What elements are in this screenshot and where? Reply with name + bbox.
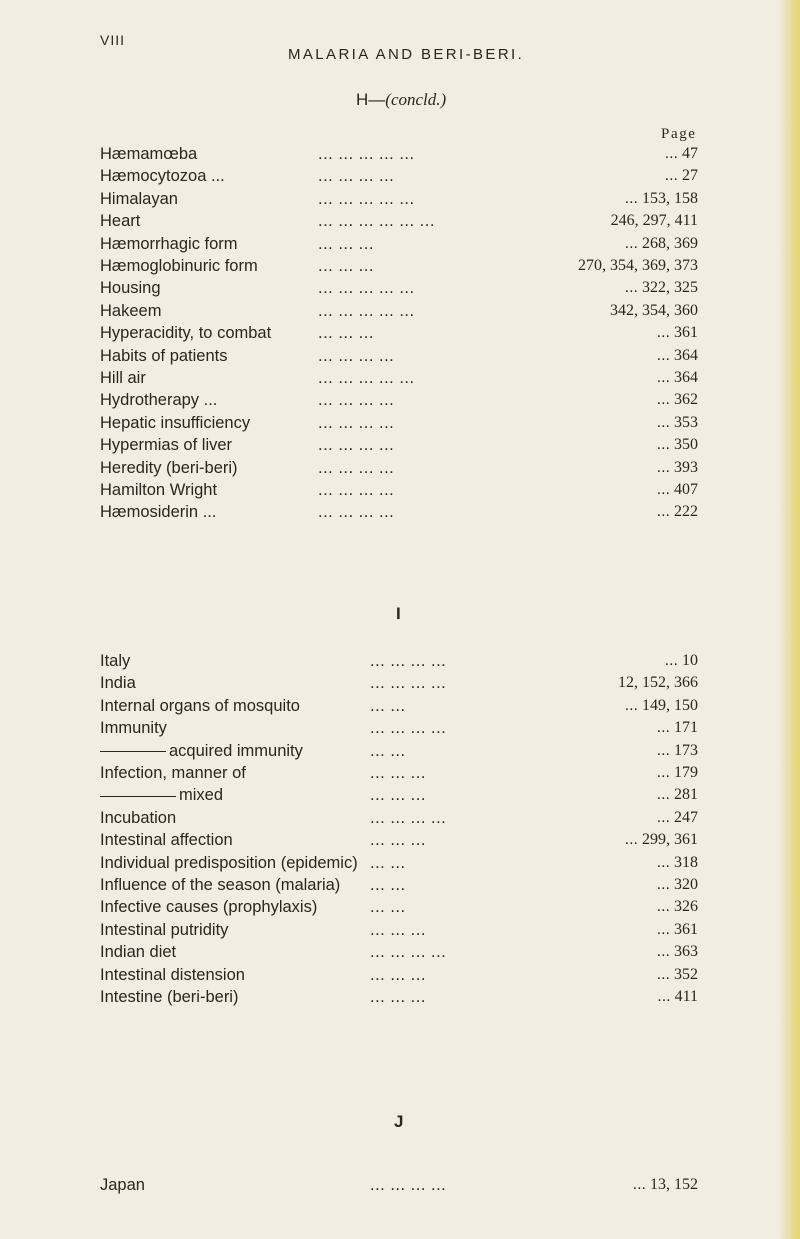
ditto-dash [100, 751, 166, 752]
section-letter: H [356, 90, 369, 109]
dot-leaders: ... ... ... [318, 324, 374, 343]
index-entry [100, 503, 698, 525]
page-refs [633, 1176, 698, 1194]
index-term [100, 1176, 145, 1195]
page-refs [657, 391, 698, 409]
page-leader: ... [656, 503, 670, 521]
index-term [100, 966, 245, 985]
index-term [100, 764, 246, 783]
index-term [100, 742, 303, 761]
page-leader: ... [656, 346, 670, 364]
page-refs [657, 898, 698, 916]
page-refs [657, 369, 698, 387]
dot-leaders: ... ... ... ... ... [318, 301, 415, 320]
index-entry [100, 212, 698, 234]
index-entry [100, 742, 698, 764]
dot-leaders: ... ... ... ... ... ... [318, 212, 435, 231]
page-numbers: 47 [682, 145, 698, 162]
page-refs [657, 786, 698, 804]
dot-leaders: ... ... ... ... [318, 346, 395, 365]
page-numbers: 281 [674, 786, 698, 804]
page-numbers: 352 [674, 965, 698, 983]
index-term-text: Hill air [100, 369, 146, 387]
page-leader: ... [656, 808, 670, 826]
index-term [100, 414, 250, 433]
index-term [100, 898, 317, 917]
index-entry [100, 764, 698, 786]
index-entry [100, 145, 698, 167]
page-refs [611, 212, 698, 230]
dot-leaders: ... ... ... ... ... [318, 279, 415, 298]
page-refs [657, 324, 698, 342]
dot-leaders: ... ... [370, 741, 406, 760]
index-entry [100, 988, 698, 1010]
page-numbers: 13, 152 [650, 1176, 698, 1193]
page-numbers: 407 [674, 481, 698, 498]
dot-leaders: ... ... ... [370, 831, 426, 850]
index-term-text: Habits of patients [100, 346, 228, 365]
dot-leaders: ... ... ... [370, 965, 426, 984]
page-leader: ... [656, 391, 670, 409]
index-term-text: acquired immunity [169, 741, 303, 760]
index-term [100, 481, 217, 500]
page-refs [665, 145, 698, 163]
index-entry [100, 235, 698, 257]
dot-leaders: ... ... ... [370, 920, 426, 939]
index-term [100, 302, 161, 321]
index-term-text: mixed [179, 786, 224, 805]
index-term [100, 674, 136, 693]
dot-leaders: ... ... ... ... [318, 503, 395, 522]
index-term-text: Hamilton Wright [100, 481, 218, 499]
dot-leaders: ... ... ... ... [318, 436, 395, 455]
page-leader: ... [656, 719, 670, 737]
index-entry [100, 436, 698, 458]
index-term-text: Intestine (beri-beri) [100, 988, 239, 1006]
index-term-text: Hæmamœba [100, 145, 198, 163]
index-term [100, 279, 161, 298]
index-entry [100, 279, 698, 301]
page-refs [657, 966, 698, 984]
ditto-dash [100, 796, 176, 797]
page-numbers: 149, 150 [642, 696, 698, 714]
dot-leaders: ... ... ... ... [318, 391, 395, 410]
page-leader: ... [656, 481, 670, 498]
page-leader: ... [664, 167, 678, 185]
page-numbers: 361 [674, 920, 698, 938]
page-refs [657, 876, 698, 894]
page-leader: ... [664, 652, 678, 669]
page-refs [665, 652, 698, 670]
page-refs [618, 674, 698, 692]
page-leader: ... [624, 279, 638, 297]
index-term-text: Heredity (beri-beri) [100, 458, 238, 477]
page-leader: ... [657, 988, 671, 1005]
index-entry [100, 481, 698, 503]
page-refs [657, 988, 698, 1006]
page-leader: ... [656, 876, 670, 893]
dot-leaders: ... ... ... [370, 764, 426, 782]
index-term-text: Japan [100, 1176, 145, 1194]
index-entry [100, 719, 698, 741]
page-leader: ... [656, 965, 670, 983]
index-term-text: Italy [100, 652, 131, 670]
dot-leaders: ... ... [370, 853, 406, 872]
page-refs [610, 302, 698, 320]
index-entry [100, 257, 698, 279]
page-refs [657, 503, 698, 521]
page-numbers: 322, 325 [642, 279, 698, 297]
index-term [100, 190, 178, 209]
page-numbers: 27 [682, 167, 698, 185]
page-numbers: 270, 354, 369, 373 [578, 257, 698, 274]
index-term [100, 391, 217, 410]
page-numbers: 350 [674, 436, 698, 454]
page-numbers: 364 [674, 346, 698, 364]
page-leader: ... [656, 324, 670, 342]
index-entry [100, 190, 698, 212]
page-numbers: 320 [674, 876, 698, 893]
index-entry [100, 302, 698, 324]
page-numbers: 222 [674, 503, 698, 521]
section-note: (concld.) [385, 90, 447, 109]
page-numbers: 411 [674, 988, 698, 1005]
index-term [100, 212, 140, 231]
index-entry [100, 459, 698, 481]
page-numbers: 363 [674, 943, 698, 961]
page-column-label: Page [661, 126, 697, 142]
dot-leaders: ... ... [370, 696, 406, 715]
index-term-text: Hyperacidity, to combat [100, 324, 272, 343]
page-refs [657, 921, 698, 939]
index-term [100, 652, 130, 671]
page-refs [657, 436, 698, 454]
index-term-text: Individual predisposition (epidemic) [100, 853, 358, 872]
index-term [100, 436, 232, 455]
index-term-text: Indian diet [100, 943, 177, 962]
index-term [100, 145, 197, 164]
page-refs [578, 257, 698, 275]
index-entry [100, 674, 698, 696]
page-refs [657, 347, 698, 365]
index-entry [100, 786, 698, 808]
dot-leaders: ... ... ... [370, 786, 426, 805]
index-term-text: Hakeem [100, 301, 162, 320]
page-leader: ... [656, 943, 670, 961]
page-numbers: 342, 354, 360 [610, 301, 698, 319]
index-term-text: Hæmoglobinuric form [100, 257, 258, 275]
index-term-text: Hæmorrhagic form [100, 234, 238, 253]
page-refs [657, 943, 698, 961]
page-refs [625, 190, 698, 208]
page-leader: ... [656, 741, 670, 759]
page-leader: ... [656, 786, 670, 804]
page-leader: ... [656, 764, 670, 781]
index-term-text: Intestinal putridity [100, 920, 229, 939]
page-refs [625, 235, 698, 253]
page-refs [657, 809, 698, 827]
index-entry [100, 921, 698, 943]
index-term-text: Hepatic insufficiency [100, 413, 251, 432]
index-term [100, 503, 216, 522]
page-numbers: 353 [674, 413, 698, 431]
index-entry [100, 697, 698, 719]
dot-leaders: ... ... ... ... ... [318, 189, 415, 208]
index-term-text: Intestinal distension [100, 965, 245, 984]
page-leader: ... [664, 145, 678, 162]
index-entry [100, 369, 698, 391]
page-refs [625, 279, 698, 297]
page-leader: ... [632, 1176, 646, 1193]
index-term-text: Influence of the season (malaria) [100, 876, 341, 894]
dot-leaders: ... ... ... ... [370, 674, 447, 693]
dot-leaders: ... ... ... ... [318, 167, 395, 186]
dot-leaders: ... ... ... ... [370, 1176, 447, 1194]
index-term [100, 988, 238, 1007]
page-refs [657, 742, 698, 760]
index-entry [100, 1176, 698, 1198]
index-entry [100, 167, 698, 189]
dot-leaders: ... ... ... ... [318, 481, 395, 499]
dot-leaders: ... ... [370, 898, 406, 917]
index-term-text: Infective causes (prophylaxis) [100, 898, 318, 917]
dot-leaders: ... ... ... [318, 234, 374, 253]
index-term [100, 809, 176, 828]
page-leader: ... [624, 234, 638, 252]
page-refs [657, 414, 698, 432]
page-numbers: 173 [674, 741, 698, 759]
dot-leaders: ... ... [370, 876, 406, 894]
index-entry [100, 898, 698, 920]
index-entry [100, 831, 698, 853]
page-numbers: 247 [674, 808, 698, 826]
page-numbers: 364 [674, 369, 698, 386]
index-term-text: Hydrotherapy ... [100, 391, 218, 410]
dot-leaders: ... ... ... ... [370, 652, 447, 670]
dot-leaders: ... ... ... [318, 257, 374, 275]
page-edge [778, 0, 800, 1239]
index-term [100, 257, 258, 276]
page-numbers: 299, 361 [642, 831, 698, 849]
index-entry [100, 347, 698, 369]
index-entry [100, 943, 698, 965]
page-numbers: 153, 158 [642, 189, 698, 207]
page-refs [625, 697, 698, 715]
dot-leaders: ... ... ... ... [370, 943, 447, 962]
page-numbers: 10 [682, 652, 698, 669]
index-entry [100, 966, 698, 988]
page-numbers: 179 [674, 764, 698, 781]
dot-leaders: ... ... ... ... ... [318, 145, 415, 163]
index-entry [100, 854, 698, 876]
index-entry [100, 391, 698, 413]
dot-leaders: ... ... ... ... [318, 458, 395, 477]
index-term [100, 347, 228, 366]
index-term-text: Infection, manner of [100, 764, 246, 782]
dot-leaders: ... ... ... ... [318, 413, 395, 432]
section-letter-j: J [394, 1112, 404, 1131]
index-term [100, 831, 233, 850]
index-term [100, 697, 300, 716]
index-entry [100, 652, 698, 674]
page-leader: ... [624, 189, 638, 207]
index-term-text: Hypermias of liver [100, 436, 233, 455]
page-numbers: 171 [674, 719, 698, 737]
page-leader: ... [656, 898, 670, 916]
page-leader: ... [656, 920, 670, 938]
index-term-text: Housing [100, 279, 161, 298]
page-refs [665, 167, 698, 185]
page-numbers: 393 [674, 458, 698, 476]
index-term [100, 876, 340, 895]
index-term [100, 854, 358, 873]
page-numbers: 246, 297, 411 [610, 212, 698, 230]
index-entry [100, 414, 698, 436]
page-leader: ... [656, 853, 670, 871]
index-entry [100, 809, 698, 831]
page-refs [657, 854, 698, 872]
index-term [100, 943, 176, 962]
index-term [100, 324, 271, 343]
page-refs [657, 459, 698, 477]
index-term [100, 786, 223, 805]
page-leader: ... [656, 413, 670, 431]
page-refs [625, 831, 698, 849]
page-leader: ... [656, 369, 670, 386]
index-term [100, 369, 146, 388]
section-heading-h: H—(concld.) [356, 90, 447, 109]
page-leader: ... [624, 696, 638, 714]
index-entry [100, 324, 698, 346]
page-leader: ... [656, 458, 670, 476]
section-letter-i: I [396, 604, 401, 623]
index-entry [100, 876, 698, 898]
index-term [100, 921, 228, 940]
index-term-text: Himalayan [100, 189, 178, 208]
page-numbers: 318 [674, 853, 698, 871]
index-term-text: Hæmosiderin ... [100, 503, 217, 522]
page-leader: ... [656, 436, 670, 454]
dot-leaders: ... ... ... [370, 988, 426, 1006]
page-numbers: 361 [674, 324, 698, 342]
page-refs [657, 719, 698, 737]
page-numbers: 268, 369 [642, 234, 698, 252]
index-term-text: Intestinal affection [100, 831, 233, 850]
index-term-text: Hæmocytozoa ... [100, 167, 225, 186]
index-term-text: Heart [100, 212, 141, 231]
index-term [100, 167, 225, 186]
index-term-text: India [100, 674, 136, 693]
page-numbers: 326 [674, 898, 698, 916]
index-term-text: Internal organs of mosquito [100, 696, 300, 715]
running-head: MALARIA AND BERI-BERI. [288, 46, 525, 63]
page-numbers: 12, 152, 366 [618, 674, 698, 692]
dot-leaders: ... ... ... ... [370, 808, 447, 827]
dot-leaders: ... ... ... ... [370, 719, 447, 738]
index-term-text: Immunity [100, 719, 167, 738]
index-term [100, 459, 238, 478]
index-term [100, 719, 167, 738]
page-folio: VIII [100, 32, 126, 48]
page-leader: ... [624, 831, 638, 849]
dot-leaders: ... ... ... ... ... [318, 369, 415, 387]
page-refs [657, 481, 698, 499]
page-numbers: 362 [674, 391, 698, 409]
index-term [100, 235, 238, 254]
index-term-text: Incubation [100, 808, 177, 827]
page-refs [657, 764, 698, 782]
